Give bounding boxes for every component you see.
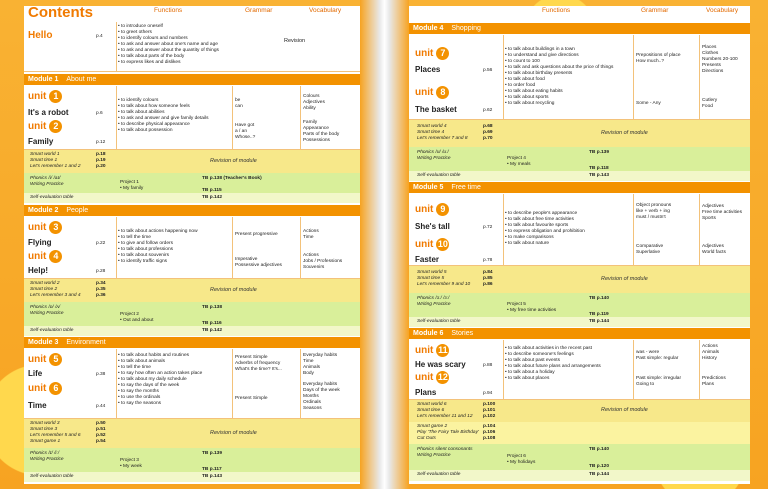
module1-vocab2: Family Appearance Parts of the body Possessions: [303, 120, 340, 143]
unit12-name: Plans: [415, 388, 437, 397]
unit7-page: p.56: [483, 68, 493, 73]
unit1-page: p.6: [96, 111, 103, 116]
module2-vocab2: Actions Jobs / Professions Souvenirs: [303, 253, 343, 270]
col-grammar-right: Grammar: [641, 7, 669, 14]
unit2-badge: unit 2: [28, 120, 62, 133]
module3-units: [24, 349, 360, 419]
module6-units: [409, 340, 750, 400]
hello-title: Hello: [28, 30, 53, 41]
col-functions-right: Functions: [542, 7, 571, 14]
module4-revision: Smart world 4 Smart time 4 Let's remember 7 and 8 p.68 p.69 p.70 Revision of module: [409, 120, 750, 147]
module4-phonics: Phonics /ʊ/ /uː/ Writing Practice Project 4 • My meals TB p.139 TB p.118: [409, 147, 750, 171]
module3-grammar2: Present Simple: [235, 396, 268, 401]
hello-page: p.4: [96, 34, 103, 39]
module3-functions: • to talk about habits and routines • to talk about animals • to tell the time • to say how often an action takes place • to talk about my daily schedule • to say the days of the week • to say the months • to use the ordinals • to say the seasons: [118, 353, 202, 407]
module6-selfeval: Self-evaluation table TB p.144: [409, 470, 750, 481]
module5-grammar2: Comparative Superlative: [636, 244, 664, 255]
module2-selfeval: Self-evaluation table TB p.142: [24, 326, 360, 336]
module2-header: Module 2 People: [24, 205, 360, 216]
module6-grammar1: was - were Past simple: regular: [636, 350, 679, 361]
unit5-name: Life: [28, 369, 43, 378]
unit11-name: He was scary: [415, 360, 466, 369]
unit5-page: p.38: [96, 372, 106, 377]
right-page: [409, 6, 750, 484]
module2-revision: Smart world 2 Smart time 2 Let's remember 3 and 4 p.34 p.35 p.36 Revision of module: [24, 279, 360, 302]
module4-units: [409, 35, 750, 120]
module6-header: Module 6 Stories: [409, 328, 750, 339]
unit8-page: p.62: [483, 108, 493, 113]
unit4-badge: unit 4: [28, 250, 62, 263]
module2-grammar1: Present progressive: [235, 232, 278, 237]
unit2-page: p.12: [96, 140, 106, 145]
module1-units: [24, 86, 360, 150]
module5-grammar1: Object pronouns like + verb + ing must / mustn't: [636, 203, 672, 220]
unit10-badge: unit 10: [415, 239, 448, 250]
module1-header: Module 1 About me: [24, 74, 360, 85]
left-page: [24, 6, 360, 484]
module2-functions: • to talk about actions happening now • to tell the time • to give and follow orders • to talk about professions • to talk about souvenirs • to identify traffic signs: [118, 229, 198, 265]
module3-selfeval: Self-evaluation table TB p.143: [24, 472, 360, 482]
module1-revision: Smart world 1 Smart time 1 Let's remember 1 and 2 p.18 p.19 p.20 Revision of module: [24, 150, 360, 173]
module5-units: [409, 194, 750, 266]
col-vocabulary-right: Vocabulary: [706, 7, 739, 14]
module2-units: [24, 217, 360, 279]
col-grammar: Grammar: [245, 7, 273, 14]
unit1-name: It's a robot: [28, 108, 69, 117]
module1-grammar2: Have got a / an Whose..?: [235, 123, 256, 140]
module4-grammar2: Some - Any: [636, 101, 661, 106]
unit9-page: p.72: [483, 225, 493, 230]
page-title: Contents: [28, 4, 93, 21]
module3-phonics: Phonics /ɪ/ /iː/ Writing Practice Project 3 • My week TB p.139 TB p.117: [24, 448, 360, 472]
unit6-page: p.44: [96, 404, 106, 409]
unit7-badge: unit 7: [415, 47, 449, 60]
module6-games: Smart game 2 Play 'The Fairy Tale Birthday' Cut Outs p.104 p.106 p.108: [409, 422, 750, 444]
unit5-badge: unit 5: [28, 353, 62, 366]
unit12-page: p.94: [483, 391, 493, 396]
module4-selfeval: Self-evaluation table TB p.143: [409, 171, 750, 181]
module5-vocab2: Adjectives World facts: [702, 244, 726, 255]
module5-revision: Smart world 5 Smart time 5 Let's remember 9 and 10 p.84 p.85 p.86 Revision of module: [409, 266, 750, 293]
module2-grammar2: Imperative Possessive adjectives: [235, 257, 282, 268]
hello-revision: Revision: [284, 38, 306, 44]
module6-vocab1: Actions Animals History: [702, 344, 720, 361]
unit9-name: She's tall: [415, 222, 450, 231]
unit11-badge: unit 11: [415, 345, 448, 356]
unit10-name: Faster: [415, 255, 440, 264]
unit3-badge: unit 3: [28, 221, 62, 234]
module4-vocab1: Places Clothes Numbers 20-100 Presents Directions: [702, 45, 738, 74]
book-gutter: [360, 0, 409, 489]
module3-revision: Smart world 3 Smart time 3 Let's remember 5 and 6 Smart game 1 p.50 p.51 p.52 p.54 Revision of module: [24, 419, 360, 448]
module4-grammar1: Prepositions of place How much..?: [636, 53, 681, 64]
unit8-badge: unit 8: [415, 86, 449, 99]
module6-functions: • to talk about activities in the recent past • to describe someone's feelings • to talk about past events • to talk about future plans and arrangements • to talk about a holiday • to talk about places: [505, 346, 601, 382]
module5-phonics: Phonics /ɔː/ /ɜː/ Writing Practice Project 5 • My free time activities TB p.140 TB p.119: [409, 293, 750, 317]
unit3-page: p.22: [96, 241, 106, 246]
module2-vocab1: Actions Time: [303, 229, 319, 240]
unit6-badge: unit 6: [28, 382, 62, 395]
unit8-name: The basket: [415, 105, 457, 114]
unit1-badge: unit 1: [28, 90, 62, 103]
unit12-badge: unit 12: [415, 372, 448, 383]
module4-functions: • to talk about buildings in a town • to understand and give directions • to count to 100 • to talk and ask questions about the price of things • to talk about birthday presents • to talk about food • to order food • to talk about eating habits • to talk about sports • to talk about recycling: [505, 47, 613, 107]
module3-grammar1: Present Simple Adverbs of frequency What's the time? It's...: [235, 355, 282, 372]
module5-functions: • to describe people's appearance • to talk about free time activities • to talk about favourite sports • to express obligation and prohibition • to make comparisons • to talk about nature: [505, 211, 585, 247]
module1-selfeval: Self-evaluation table TB p.142: [24, 193, 360, 203]
module5-vocab1: Adjectives Free time activities Sports: [702, 204, 742, 221]
module6-revision: Smart world 6 Smart time 6 Let's remember 11 and 12 p.100 p.101 p.102 Revision of module: [409, 400, 750, 422]
module3-vocab2: Everyday habits Days of the week Months Ordinals Seasons: [303, 382, 340, 411]
module6-vocab2: Predictions Plans: [702, 376, 726, 387]
unit3-name: Flying: [28, 238, 52, 247]
module1-vocab1: Colours Adjectives Ability: [303, 94, 325, 111]
col-functions: Functions: [154, 7, 183, 14]
hello-row: [24, 22, 360, 72]
module3-header: Module 3 Environment: [24, 337, 360, 348]
unit7-name: Places: [415, 65, 441, 74]
module4-header: Module 4 Shopping: [409, 23, 750, 34]
module2-phonics: Phonics /ɒ/ /ʌ/ Writing Practice Project 2 • Out and about TB p.138 TB p.116: [24, 302, 360, 326]
hello-functions: • to introduce oneself • to greet others • to identify colours and numbers • to ask and answer about one's name and age • to ask and answer about the quantity of things • to talk about parts of the body • to express likes and dislikes: [118, 24, 219, 66]
module1-grammar1: be can: [235, 98, 243, 109]
unit6-name: Time: [28, 401, 47, 410]
module5-selfeval: Self-evaluation table TB p.144: [409, 317, 750, 327]
module1-phonics: Phonics /i/ /aɪ/ Writing Practice Project 1 • My family TB p.138 (Teacher's Book) TB p.115: [24, 173, 360, 193]
col-vocabulary: Vocabulary: [309, 7, 342, 14]
module4-vocab2: Cutlery Food: [702, 98, 718, 109]
unit4-page: p.28: [96, 269, 106, 274]
unit10-page: p.78: [483, 258, 493, 263]
module3-vocab1: Everyday habits Time Animals Body: [303, 353, 338, 376]
unit2-name: Family: [28, 137, 54, 146]
module5-header: Module 5 Free time: [409, 182, 750, 193]
unit9-badge: unit 9: [415, 203, 449, 216]
unit4-name: Help!: [28, 266, 48, 275]
module1-functions: • to identify colours • to talk about how someone feels • to talk about abilities • to ask and answer and give family details • to describe physical appearance • to talk about possession: [118, 98, 208, 134]
module6-grammar2: Past simple: irregular Going to: [636, 376, 682, 387]
unit11-page: p.88: [483, 363, 493, 368]
module6-phonics: Phonics silent consonants Writing Practice Project 6 • My holidays TB p.140 TB p.120: [409, 444, 750, 470]
